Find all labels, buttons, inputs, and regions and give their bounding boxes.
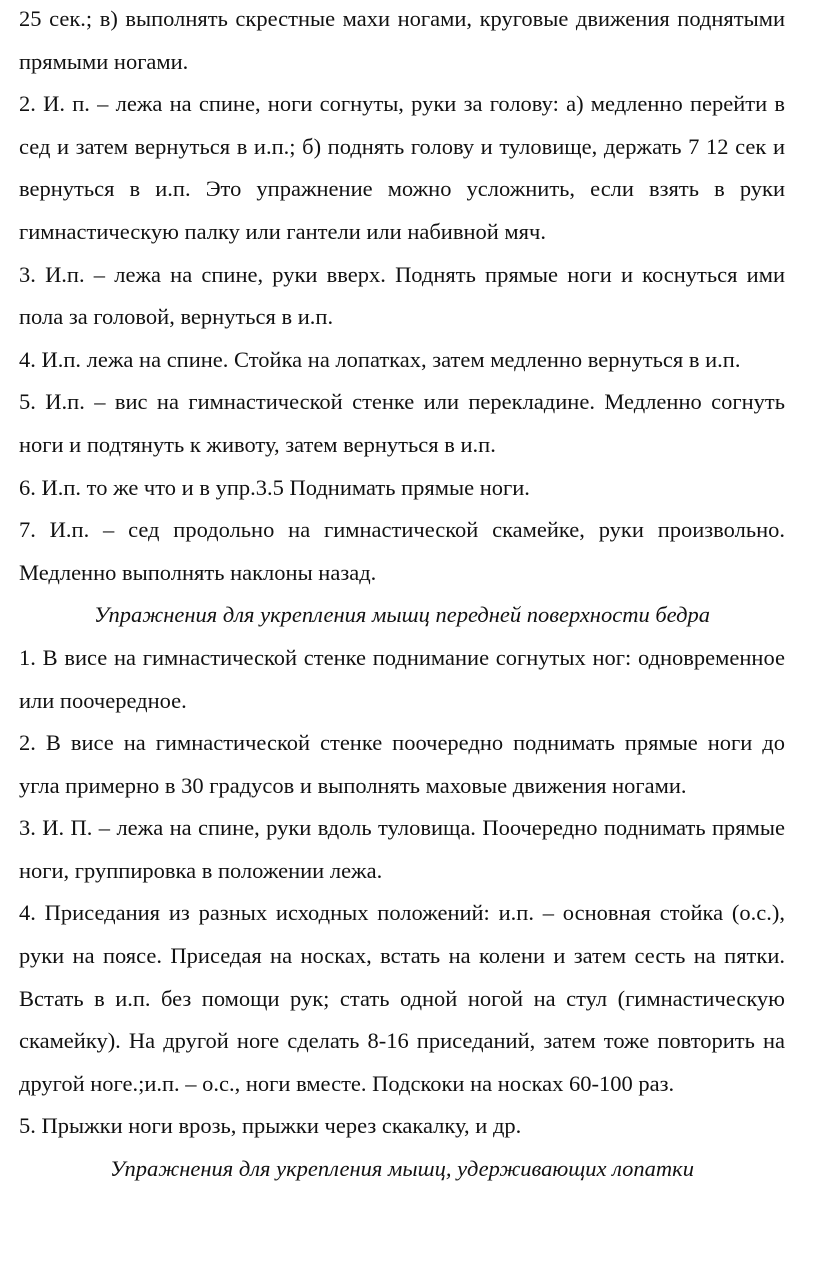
exercise-4: 4. И.п. лежа на спине. Стойка на лопатках, затем медленно вернуться в и.п.: [19, 346, 741, 372]
document-page: [19, 0, 785, 1191]
thigh-exercise-2: 2. В висе на гимнастической стенке поочередно поднимать прямые ноги до угла примерно в 30 градусов и выполнять маховые движения ногами.: [19, 730, 785, 798]
exercise-3: 3. И.п. – лежа на спине, руки вверх. Поднять прямые ноги и коснуться ими пола за головой, вернуться в и.п.: [19, 261, 785, 330]
section-heading-thigh: Упражнения для укрепления мышц передней поверхности бедра: [94, 602, 710, 628]
exercise-7: 7. И.п. – сед продольно на гимнастической скамейке, руки произвольно. Медленно выполнять наклоны назад.: [19, 517, 785, 585]
exercise-5: 5. И.п. – вис на гимнастической стенке или перекладине. Медленно согнуть ноги и подтянуть к животу, затем вернуться в и.п.: [19, 389, 785, 457]
thigh-exercise-3: 3. И. П. – лежа на спине, руки вдоль туловища. Поочередно поднимать прямые ноги, группировка в положении лежа.: [19, 815, 785, 883]
thigh-exercise-5: 5. Прыжки ноги врозь, прыжки через скакалку, и др.: [19, 1113, 522, 1139]
thigh-exercise-1: 1. В висе на гимнастической стенке поднимание согнутых ног: одновременное или поочередное.: [19, 644, 785, 713]
thigh-exercise-4: 4. Приседания из разных исходных положений: и.п. – основная стойка (о.с.), руки на поясе. Приседая на носках, встать на колени и затем сесть на пятки. Встать в и.п. без помощи рук; стать одной ногой на стул (гимнастическую скамейку). На другой ноге сделать 8-16 приседаний, затем тоже повторить на другой ноге.;и.п. – о.с., ноги вместе. Подскоки на носках 60-100 раз.: [19, 900, 785, 1096]
exercise-2: 2. И. п. – лежа на спине, ноги согнуты, руки за голову: а) медленно перейти в сед и затем вернуться в и.п.; б) поднять голову и туловище, держать 7 12 сек и вернуться в и.п. Это упражнение можно усложнить, если взять в руки гимнастическую палку или гантели или набивной мяч.: [19, 91, 785, 244]
section-heading-scapula: Упражнения для укрепления мышц, удерживающих лопатки: [110, 1156, 694, 1182]
exercise-6: 6. И.п. то же что и в упр.3.5 Поднимать прямые ноги.: [19, 474, 530, 500]
paragraph-intro-continuation: 25 сек.; в) выполнять скрестные махи ногами, круговые движения поднятыми прямыми ногами.: [19, 6, 785, 74]
